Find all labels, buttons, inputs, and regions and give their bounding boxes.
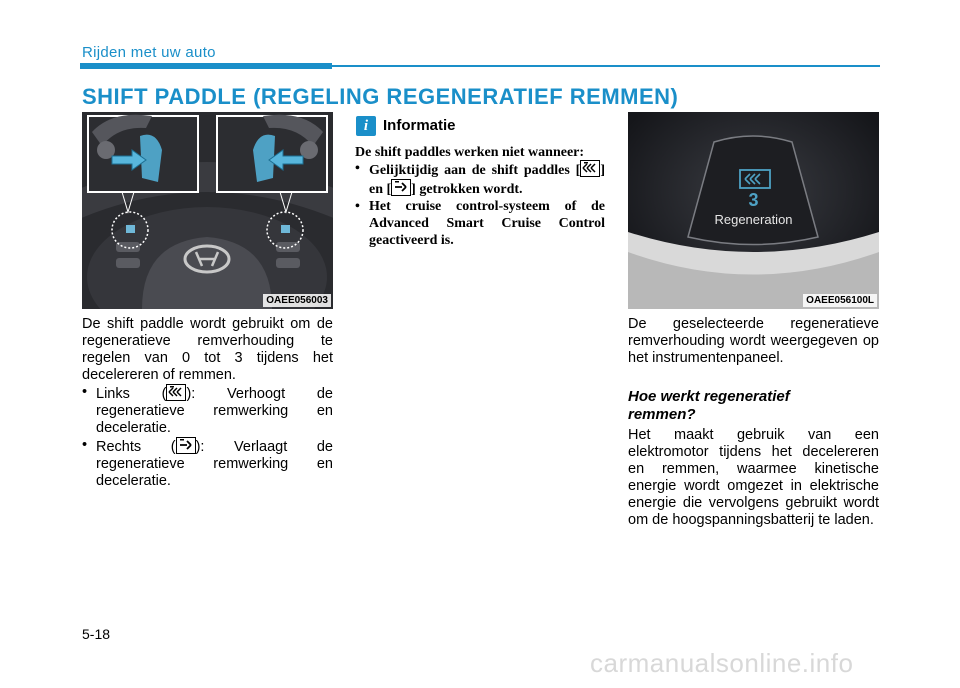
steering-wheel-figure	[82, 112, 333, 309]
figure-code: OAEE056100L	[803, 294, 877, 307]
info-icon: i	[356, 116, 376, 136]
page-number: 5-18	[82, 626, 111, 642]
list-item: • Gelijktijdig aan de shift paddles [ ] en [ ] getrokken wordt.	[355, 160, 605, 198]
figure-code: OAEE056003	[263, 294, 331, 307]
header-rule-thin	[332, 65, 880, 67]
regen-increase-icon	[580, 160, 600, 177]
header-rule-thick	[80, 63, 332, 69]
regen-level-value: 3	[748, 190, 759, 210]
regen-label: Regeneration	[714, 212, 793, 227]
list-item: • Links ( ): Verhoogt de regeneratieve remwerking en deceleratie.	[82, 384, 333, 437]
list-item: • Het cruise control-systeem of de Advanced Smart Cruise Control geactiveerd is.	[355, 198, 605, 249]
cluster-caption: De geselecteerde regeneratieve remverhouding wordt weergegeven op het instrumentenpaneel.	[628, 316, 879, 366]
regen-decrease-icon	[176, 437, 196, 454]
regen-decrease-icon	[391, 179, 411, 196]
list-item: • Rechts ( ): Verlaagt de regeneratieve remwerking en deceleratie.	[82, 437, 333, 490]
instrument-cluster-figure	[628, 112, 879, 309]
intro-paragraph: De shift paddle wordt gebruikt om de regeneratieve remverhouding te regelen van 0 tot 3 tijdens het decelereren of remmen.	[82, 316, 333, 383]
paddle-list	[82, 384, 333, 490]
sub-heading: Hoe werkt regeneratief remmen?	[628, 388, 790, 423]
info-lead: De shift paddles werken niet wanneer:	[355, 145, 585, 160]
info-list	[355, 160, 605, 249]
watermark: carmanualsonline.info	[590, 648, 854, 678]
info-title: Informatie	[383, 117, 456, 134]
page-title: SHIFT PADDLE (REGELING REGENERATIEF REMMEN)	[82, 84, 679, 109]
steering-wheel-illustration	[82, 112, 333, 309]
regen-explanation: Het maakt gebruik van een elektromotor tijdens het decelereren en remmen, waarmee kinetische energie wordt omgezet in elektrische energie die vervolgens gebruikt wordt om de hoogspanningsbatterij te laden.	[628, 427, 879, 528]
section-label: Rijden met uw auto	[82, 44, 216, 61]
regen-increase-icon	[166, 384, 186, 401]
